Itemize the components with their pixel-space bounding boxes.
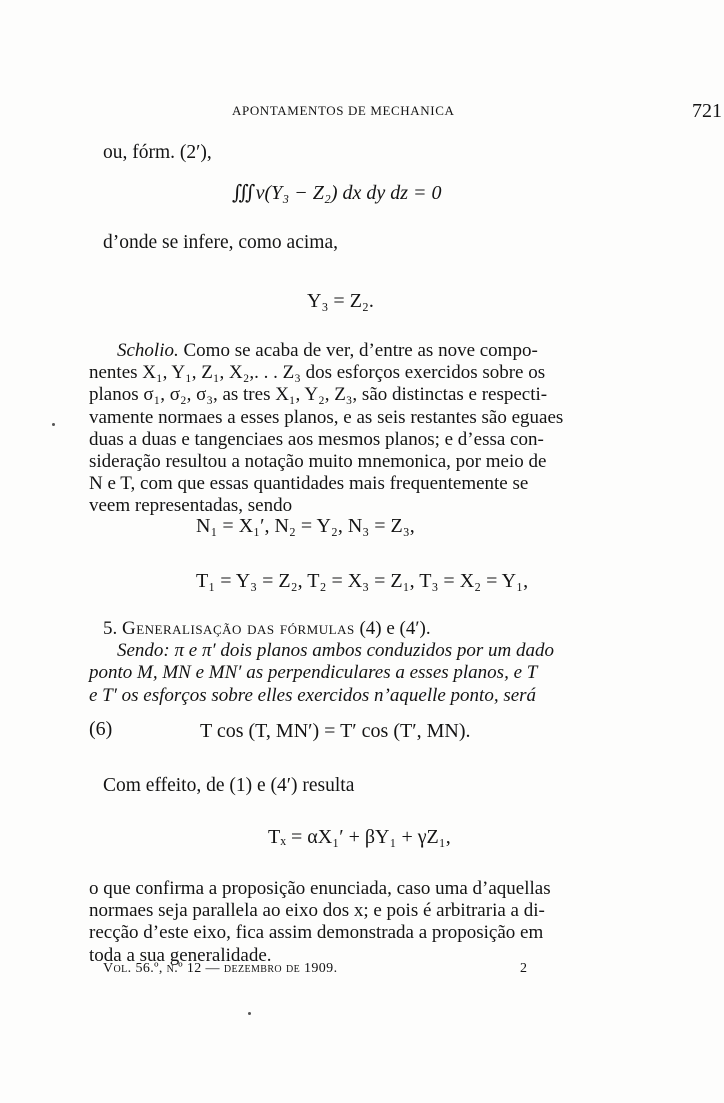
scholio-line-6: sideração resultou a notação muito mnemonica, por meio de [89, 451, 547, 473]
margin-mark [52, 423, 55, 426]
equation-t-components: T₁ = Y₃ = Z₂, T₂ = X₃ = Z₁, T₃ = X₂ = Y₁, [196, 570, 529, 592]
closing-line-3: recção d’este eixo, fica assim demonstrada a proposição em [89, 922, 544, 944]
equation-6: T cos (T, MN′) = T′ cos (T′, MN). [200, 720, 471, 742]
equation-6-label: (6) [89, 718, 113, 740]
sendo-label: Sendo: [117, 640, 170, 662]
equation-tx: Tₓ = αX₁′ + βY₁ + γZ₁, [268, 826, 451, 848]
closing-line-4: toda a sua generalidade. [89, 944, 272, 966]
margin-mark [248, 1012, 251, 1015]
section-5-paragraph [89, 618, 567, 707]
footer-sheet-number: 2 [520, 961, 527, 976]
page-number: 721 [692, 100, 722, 122]
section-5-title-refs: (4) e (4′). [359, 618, 431, 639]
closing-paragraph [89, 878, 567, 967]
section-5-number: 5. [103, 618, 118, 639]
closing-line-2: normaes seja parallela ao eixo dos x; e pois é arbitraria a di- [89, 900, 545, 922]
equation-triple-integral: ∭v(Y₃ − Z₂) dx dy dz = 0 [232, 182, 442, 204]
scholio-line-1: Como se acaba de ver, d’entre as nove compo- [183, 340, 538, 361]
equation-y3-z2: Y₃ = Z₂. [307, 290, 374, 312]
section-5-line-1: π e π′ dois planos ambos conduzidos por um dado [174, 640, 554, 662]
scholio-paragraph [89, 340, 567, 518]
closing-line-1: o que confirma a proposição enunciada, caso uma d’aquellas [89, 878, 551, 899]
line-ou-form: ou, fórm. (2′), [103, 142, 212, 163]
equation-n-components: N₁ = X₁′, N₂ = Y₂, N₃ = Z₃, [196, 515, 415, 537]
scholio-line-8: veem representadas, sendo [89, 495, 293, 517]
footer-volume: Vol. 56.º, n.º 12 — dezembro de 1909. [103, 961, 338, 976]
scholio-line-7: N e T, com que essas quantidades mais frequentemente se [89, 473, 529, 495]
running-title: APONTAMENTOS DE MECHANICA [232, 103, 455, 118]
section-5-line-3: e T′ os esforços sobre elles exercidos n’aquelle ponto, será [89, 684, 537, 706]
line-com-effeito: Com effeito, de (1) e (4′) resulta [103, 775, 355, 796]
section-5-title: Generalisação das fórmulas [122, 618, 355, 639]
line-donde-se-infere: d’onde se infere, como acima, [103, 232, 338, 253]
section-5-line-2: ponto M, MN e MN′ as perpendiculares a esses planos, e T [89, 662, 538, 684]
scholio-line-2: nentes X₁, Y₁, Z₁, X₂,. . . Z₃ dos esforços exercidos sobre os [89, 362, 546, 384]
scholio-line-5: duas a duas e tangenciaes aos mesmos planos; e d’essa con- [89, 428, 544, 450]
scholio-line-4: vamente normaes a esses planos, e as seis restantes são eguaes [89, 406, 564, 428]
scholio-line-3: planos σ₁, σ₂, σ₃, as tres X₁, Y₂, Z₃, são distinctas e respecti- [89, 384, 548, 406]
scholio-label: Scholio. [117, 340, 179, 361]
